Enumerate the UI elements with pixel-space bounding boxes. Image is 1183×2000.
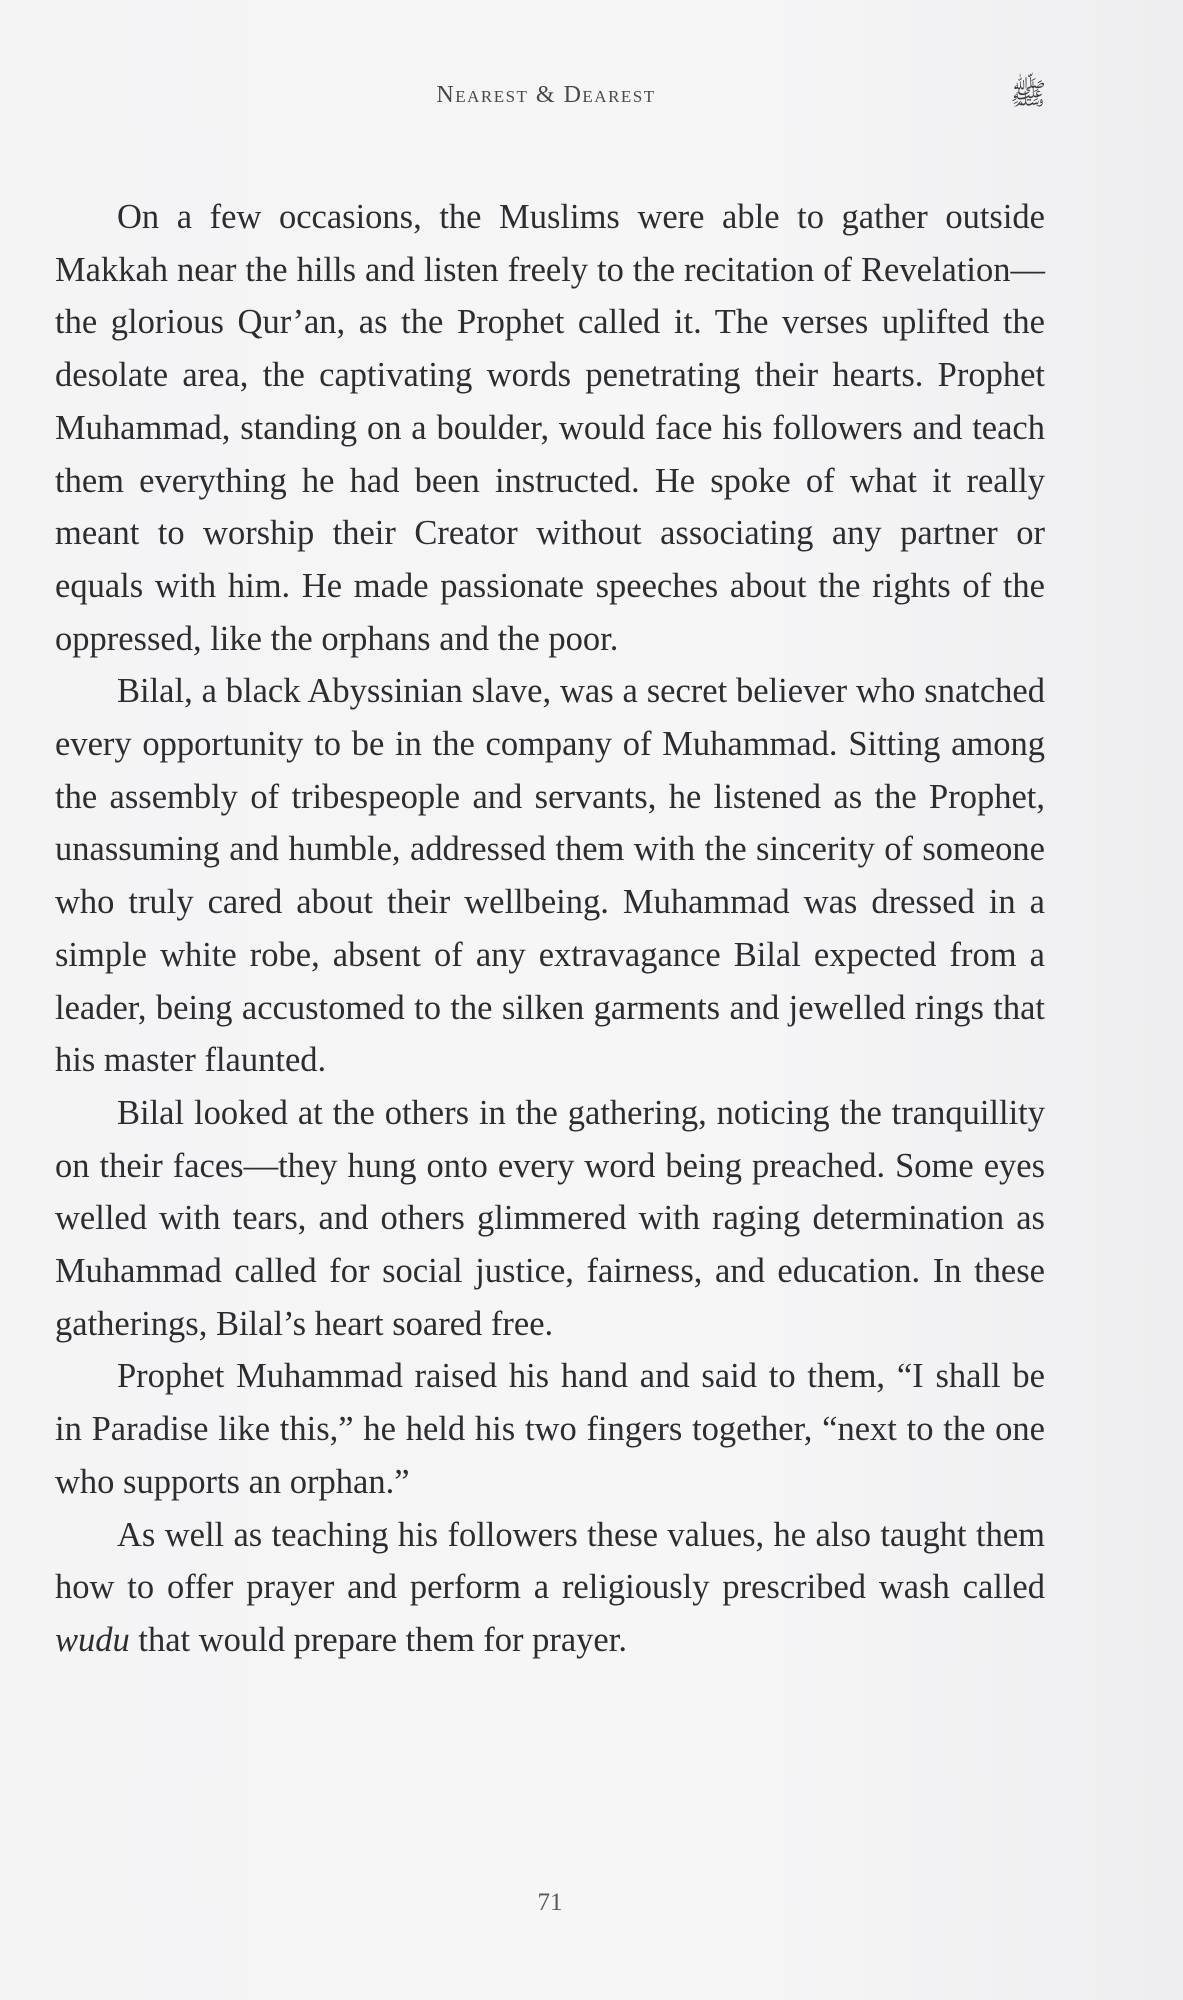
paragraph: Bilal, a black Abyssinian slave, was a secret believer who snatched every opportunity to be in the company of Muhammad. Sitting among the assembly of tribespeople and servants, he listened as the Prophet, unassuming and humble, addressed them with the sincerity of someone who truly cared about their wellbeing. Muhammad was dressed in a simple white robe, absent of any extravagance Bilal expected from a leader, being accustomed to the silken garments and jewelled rings that his master flaunted. xyxy=(55,672,1045,1080)
paragraph: On a few occasions, the Muslims were able to gather outside Makkah near the hills and listen freely to the recitation of Revelation—the glorious Qur’an, as the Prophet called it. The verses uplifted the desolate area, the captivating words penetrating their hearts. Prophet Muhammad, standing on a boulder, would face his followers and teach them everything he had been instructed. He spoke of what it really meant to worship their Creator without associating any partner or equals with him. He made passionate speeches about the rights of the oppressed, like the orphans and the poor. xyxy=(55,198,1045,658)
body-text xyxy=(55,191,1045,1667)
running-head xyxy=(0,78,1183,118)
running-title: Nearest & Dearest xyxy=(436,82,656,108)
paragraph: Prophet Muhammad raised his hand and said to them, “I shall be in Paradise like this,” he held his two fingers together, “next to the one who supports an orphan.” xyxy=(55,1357,1045,1501)
page-number: 71 xyxy=(537,1889,563,1916)
honorific-icon: ﷺ xyxy=(1010,78,1047,111)
paragraph: Bilal looked at the others in the gathering, noticing the tranquillity on their faces—they hung onto every word being preached. Some eyes welled with tears, and others glimmered with raging determination as Muhammad called for social justice, fairness, and education. In these gatherings, Bilal’s heart soared free. xyxy=(55,1093,1045,1343)
paragraph xyxy=(55,1509,1045,1667)
paragraph-text: that would prepare them for prayer. xyxy=(129,1620,627,1659)
italic-term: wudu xyxy=(55,1620,130,1659)
paragraph-text: As well as teaching his followers these values, he also taught them how to offer prayer and perform a religiously prescribed wash called xyxy=(55,1515,1045,1607)
